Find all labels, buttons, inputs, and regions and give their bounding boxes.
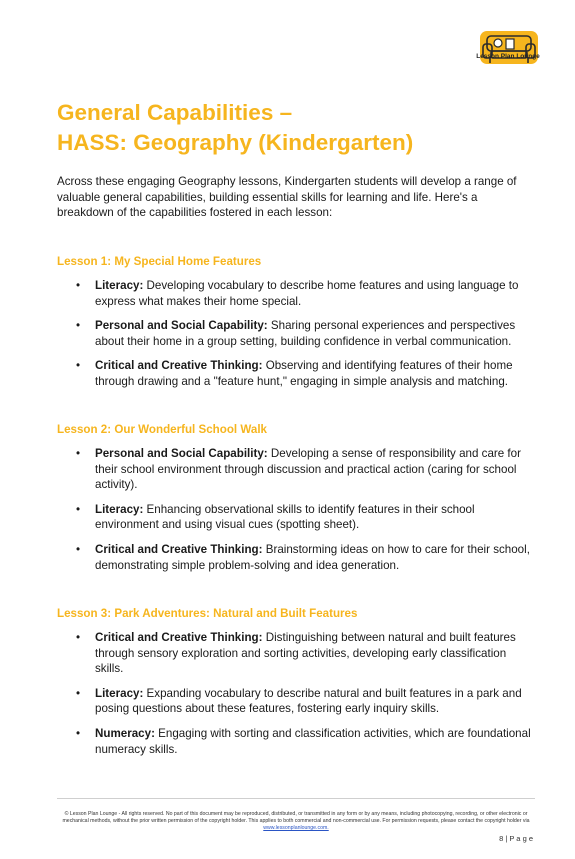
bullet-icon: •	[76, 542, 81, 556]
list-item	[57, 502, 535, 533]
page-number-value: 8	[499, 834, 504, 843]
footer-divider	[57, 798, 535, 799]
bullet-icon: •	[76, 631, 81, 644]
capability-text: Sharing personal experiences and perspectives about their home in a group setting, building confidence in verbal communication.	[95, 319, 516, 348]
capability-label: Personal and Social Capability:	[95, 319, 268, 333]
brand-logo	[474, 28, 544, 68]
lesson-heading: Lesson 2: Our Wonderful School Walk	[57, 423, 267, 436]
capability-text: Distinguishing between natural and built features through sensory exploration and sorting activities, developing early classification skills.	[95, 631, 516, 676]
capability-list	[57, 630, 535, 757]
bullet-icon: •	[76, 686, 81, 700]
copyright-footer	[57, 811, 535, 832]
bullet-icon: •	[76, 319, 81, 333]
list-item	[57, 446, 535, 493]
logo-wordmark: Lesson Plan Lounge	[476, 53, 540, 60]
lesson-section	[57, 422, 535, 573]
capability-label: Critical and Creative Thinking:	[95, 542, 263, 556]
capability-label: Numeracy:	[95, 726, 155, 740]
capability-list	[57, 446, 535, 573]
capability-text: Developing a sense of responsibility and care for their school environment through discussion and practical action (caring for school activity).	[95, 447, 521, 492]
capability-label: Critical and Creative Thinking:	[95, 359, 263, 373]
lesson-section	[57, 606, 535, 757]
capability-text: Brainstorming ideas on how to care for their school, demonstrating simple problem-solving and idea generation.	[95, 542, 530, 572]
capability-text: Expanding vocabulary to describe natural and built features in a park and posing questions about these features, fostering early inquiry skills.	[95, 686, 522, 716]
list-item	[57, 318, 535, 349]
lesson-heading: Lesson 1: My Special Home Features	[57, 255, 262, 268]
capability-text: Developing vocabulary to describe home features and using language to express what makes their home special.	[95, 279, 519, 308]
list-item	[57, 686, 535, 717]
copyright-notice: © Lesson Plan Lounge - All rights reserved. No part of this document may be reproduced, distributed, or transmitted in any form or by any means, including photocopying, recording, or other electronic or mechanical methods, without the prior written permission of the copyright holder. This applies to both commercial and non-commercial use. For permission requests, please contact the copyright holder via	[62, 811, 530, 824]
page-title	[57, 98, 537, 158]
page-label: P a g e	[509, 834, 533, 843]
capability-label: Literacy:	[95, 502, 144, 516]
title-line-2: HASS: Geography (Kindergarten)	[57, 130, 414, 155]
bullet-icon: •	[76, 726, 81, 740]
intro-paragraph: Across these engaging Geography lessons, Kindergarten students will develop a range of valuable general capabilities, building essential skills for learning and life. Here's a breakdown of the capabilities fostered in each lesson:	[57, 175, 517, 220]
title-line-1: General Capabilities –	[57, 100, 293, 125]
bullet-icon: •	[76, 502, 81, 516]
list-item	[57, 726, 535, 757]
capability-text: Engaging with sorting and classification activities, which are foundational numeracy skills.	[95, 726, 531, 756]
bullet-icon: •	[76, 447, 81, 460]
couch-logo-icon	[478, 28, 542, 70]
capability-label: Literacy:	[95, 279, 144, 292]
capability-text: Enhancing observational skills to identify features in their school environment and using visual cues (spotting sheet).	[95, 502, 475, 532]
capability-label: Literacy:	[95, 686, 144, 700]
lesson-section	[57, 254, 535, 390]
website-link[interactable]: www.lessonplanlounge.com.	[263, 825, 329, 831]
list-item	[57, 542, 535, 573]
list-item	[57, 630, 535, 677]
capability-text: Observing and identifying features of their home through drawing and a "feature hunt," engaging in simple analysis and matching.	[95, 359, 513, 388]
capability-list	[57, 278, 535, 390]
capability-label: Personal and Social Capability:	[95, 447, 268, 460]
list-item	[57, 278, 535, 309]
bullet-icon: •	[76, 279, 81, 292]
list-item	[57, 358, 535, 389]
page-number: 8 | P a g e	[499, 834, 533, 843]
bullet-icon: •	[76, 359, 81, 373]
capability-label: Critical and Creative Thinking:	[95, 631, 263, 644]
lesson-heading: Lesson 3: Park Adventures: Natural and Built Features	[57, 607, 358, 620]
